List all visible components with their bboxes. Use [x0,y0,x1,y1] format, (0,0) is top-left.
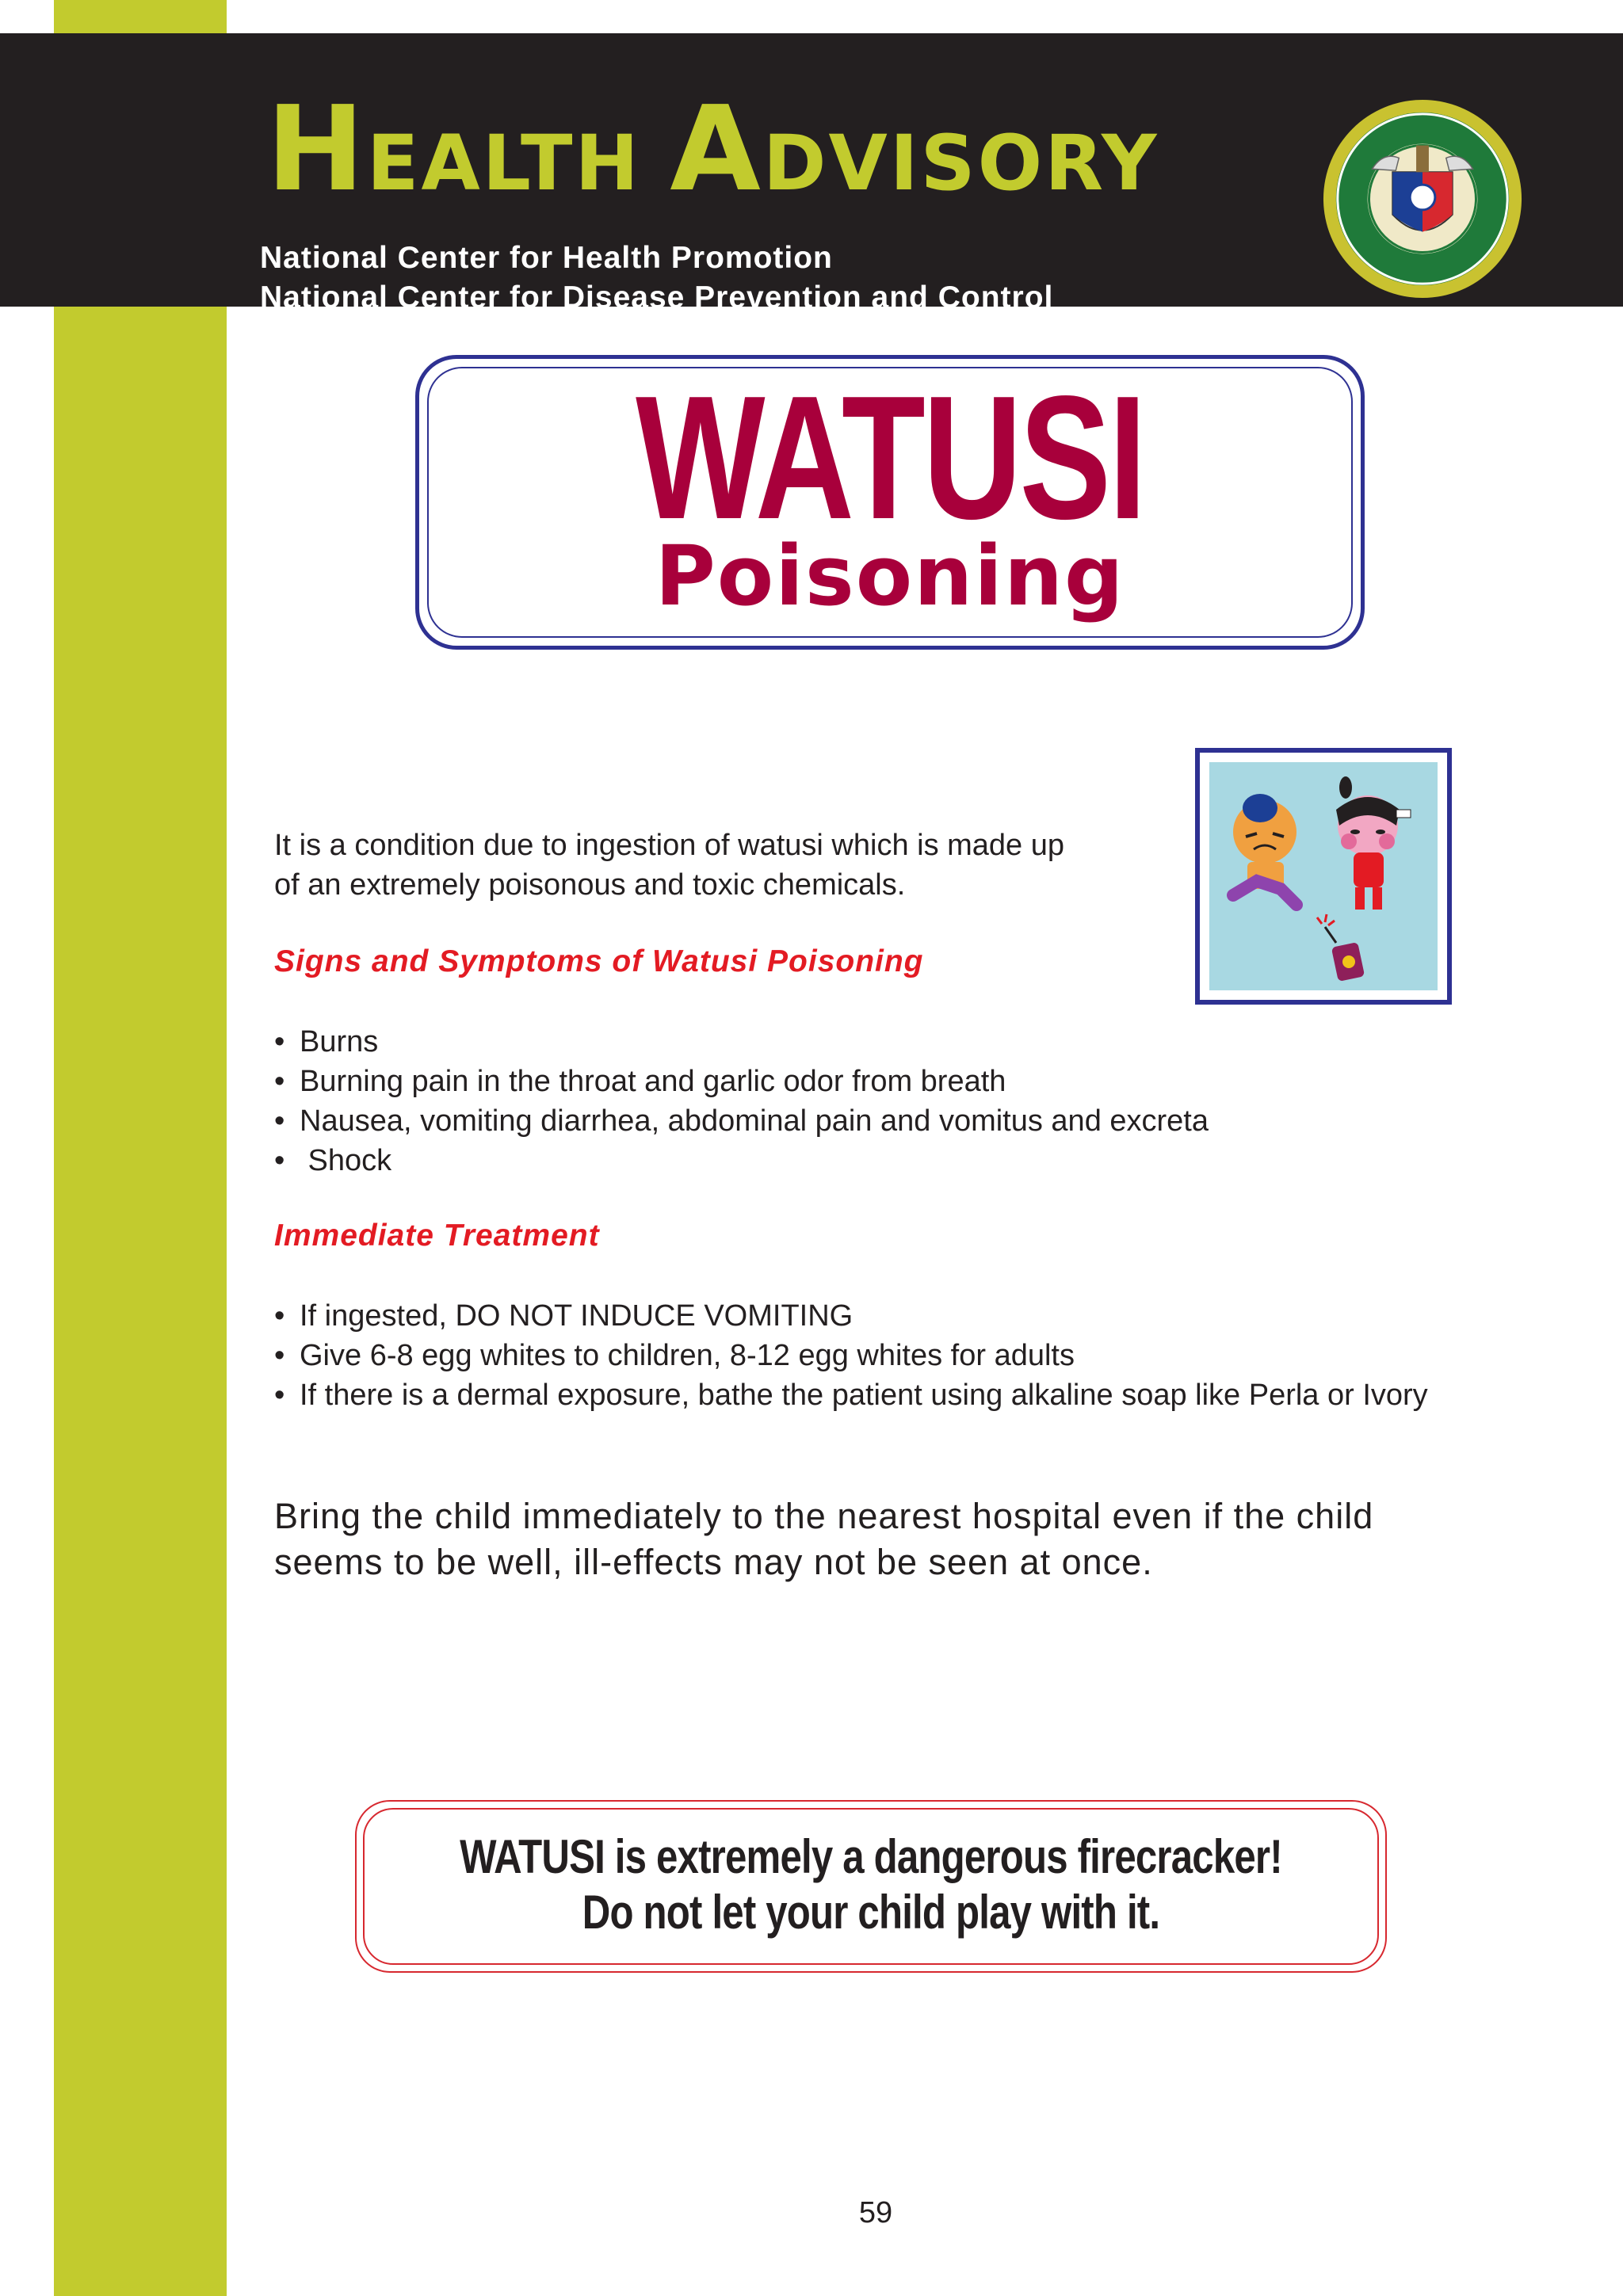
list-item: • If there is a dermal exposure, bathe the patient using alkaline soap like Perla or Ivory [274,1375,1428,1415]
list-item: • If ingested, DO NOT INDUCE VOMITING [274,1296,1428,1336]
page-number: 59 [858,2196,893,2229]
header-subtitle-1: National Center for Health Promotion [260,241,833,275]
treatment-heading: Immediate Treatment [274,1219,600,1253]
left-accent-bar [54,0,227,2296]
treatment-list [274,1296,1428,1415]
children-playing-firecracker-illustration-icon [1209,762,1438,990]
signs-heading: Signs and Symptoms of Watusi Poisoning [274,944,924,978]
warning-line-2: Do not let your child play with it. [582,1886,1160,1939]
closing-paragraph: Bring the child immediately to the nearest hospital even if the child seems to be well, ill-effects may not be seen at once. [274,1496,1374,1582]
illustration-frame [1195,748,1452,1005]
page-title: HEALTH ADVISORY [266,81,1159,217]
title-box [415,355,1365,650]
header-subtitle-2: National Center for Disease Prevention and Control [260,280,1054,315]
list-item: • Burning pain in the throat and garlic odor from breath [274,1062,1209,1101]
warning-line-1: WATUSI is extremely a dangerous firecracker! [460,1830,1282,1883]
intro-paragraph: It is a condition due to ingestion of watusi which is made up of an extremely poisonous and toxic chemicals. [274,829,1065,902]
illustration-background [1209,762,1438,990]
main-heading: WATUSI [636,360,1144,556]
signs-list [274,1022,1209,1180]
list-item: • Give 6-8 egg whites to children, 8-12 egg whites for adults [274,1336,1428,1375]
list-item: • Burns [274,1022,1209,1062]
sub-heading: Poisoning [655,528,1125,624]
warning-box [355,1800,1387,1973]
list-item: • Shock [274,1141,1209,1180]
header-banner [0,33,1623,315]
list-item: • Nausea, vomiting diarrhea, abdominal pain and vomitus and excreta [274,1101,1209,1141]
department-of-health-seal-icon [1320,97,1525,301]
